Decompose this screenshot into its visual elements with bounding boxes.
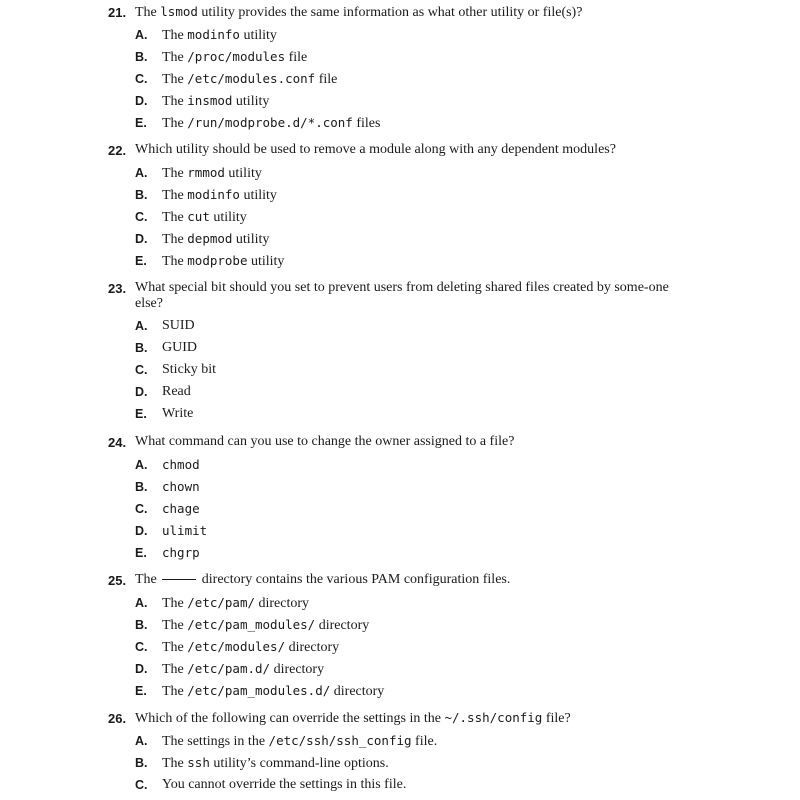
text-run: directory xyxy=(270,662,325,677)
text-run: The xyxy=(162,640,188,655)
text-run: You cannot override the settings in this file. xyxy=(162,777,407,792)
question-text xyxy=(135,142,685,158)
option-text xyxy=(162,206,247,229)
option-text xyxy=(162,658,324,681)
option-letter: A. xyxy=(135,319,148,333)
answer-options xyxy=(135,315,698,425)
question-23 xyxy=(108,280,698,425)
answer-options xyxy=(135,162,698,272)
question-25 xyxy=(108,572,698,702)
code-term: /etc/ssh/ssh_config xyxy=(268,733,412,748)
option-text xyxy=(162,498,200,521)
answer-option xyxy=(135,24,698,46)
option-letter: D. xyxy=(135,94,148,108)
option-text xyxy=(162,184,277,207)
text-run: The xyxy=(162,72,188,87)
answer-option xyxy=(135,381,698,403)
text-run: file xyxy=(285,50,308,65)
text-run: Which of the following can override the settings in the xyxy=(135,711,445,726)
option-letter: C. xyxy=(135,363,148,377)
text-run: Write xyxy=(162,406,194,421)
option-text xyxy=(162,680,384,703)
text-run: utility xyxy=(247,254,285,269)
code-term: /etc/modules.conf xyxy=(187,71,316,86)
question-22 xyxy=(108,142,698,272)
option-letter: E. xyxy=(135,254,147,268)
text-run: The settings in the xyxy=(162,734,269,749)
answer-option xyxy=(135,162,698,184)
question-stem xyxy=(108,4,698,21)
question-text xyxy=(135,280,685,312)
answer-option xyxy=(135,359,698,381)
answer-options xyxy=(135,454,698,564)
option-text xyxy=(162,112,380,135)
text-run: What special bit should you set to prevent users from deleting shared files created by some-one else? xyxy=(135,280,669,311)
text-run: utility xyxy=(239,28,277,43)
text-run: utility xyxy=(232,232,270,247)
code-term: /run/modprobe.d/*.conf xyxy=(187,115,353,130)
option-text xyxy=(162,337,197,359)
answer-option xyxy=(135,542,698,564)
question-text xyxy=(135,710,685,727)
text-run: The xyxy=(162,756,188,771)
option-letter: A. xyxy=(135,166,148,180)
question-stem xyxy=(108,572,698,589)
answer-option xyxy=(135,403,698,425)
option-letter: D. xyxy=(135,232,148,246)
answer-options xyxy=(135,592,698,702)
option-text xyxy=(162,542,200,565)
option-letter: A. xyxy=(135,28,148,42)
text-run: file? xyxy=(542,711,571,726)
answer-options xyxy=(135,24,698,134)
text-run: utility xyxy=(232,94,270,109)
code-term: modinfo xyxy=(187,187,240,202)
option-text xyxy=(162,381,191,403)
code-term: cut xyxy=(187,209,210,224)
option-letter: E. xyxy=(135,546,147,560)
answer-option xyxy=(135,592,698,614)
option-text xyxy=(162,24,277,47)
option-text xyxy=(162,250,284,273)
text-run: The xyxy=(135,572,161,587)
question-number: 23. xyxy=(108,281,127,296)
option-letter: D. xyxy=(135,385,148,399)
answer-option xyxy=(135,206,698,228)
option-letter: B. xyxy=(135,480,148,494)
option-letter: B. xyxy=(135,756,148,770)
question-stem xyxy=(108,434,698,451)
answer-option xyxy=(135,337,698,359)
question-number: 25. xyxy=(108,573,127,588)
text-run: The xyxy=(162,116,188,131)
question-number: 22. xyxy=(108,143,127,158)
option-text xyxy=(162,90,269,113)
code-term: rmmod xyxy=(187,165,225,180)
option-letter: B. xyxy=(135,188,148,202)
text-run: The xyxy=(162,166,188,181)
option-text xyxy=(162,520,207,543)
question-number: 21. xyxy=(108,5,127,20)
text-run: file xyxy=(315,72,338,87)
answer-option xyxy=(135,658,698,680)
option-text xyxy=(162,68,337,91)
answer-option xyxy=(135,454,698,476)
text-run: Read xyxy=(162,384,191,399)
option-letter: A. xyxy=(135,458,148,472)
text-run: utility xyxy=(239,188,277,203)
option-text xyxy=(162,752,389,775)
question-number: 24. xyxy=(108,435,127,450)
text-run: The xyxy=(162,28,188,43)
text-run: files xyxy=(352,116,381,131)
option-text xyxy=(162,454,200,477)
option-text xyxy=(162,614,369,637)
code-term: /etc/modules/ xyxy=(187,639,286,654)
code-term: chmod xyxy=(162,457,200,472)
answer-option xyxy=(135,46,698,68)
text-run: The xyxy=(162,94,188,109)
text-run: The xyxy=(162,596,188,611)
code-term: /etc/pam_modules/ xyxy=(187,617,316,632)
option-letter: B. xyxy=(135,341,148,355)
fill-in-blank xyxy=(162,578,196,580)
code-term: ~/.ssh/config xyxy=(444,710,543,725)
answer-option xyxy=(135,752,698,774)
option-letter: E. xyxy=(135,684,147,698)
option-letter: C. xyxy=(135,778,148,792)
text-run: directory xyxy=(285,640,340,655)
answer-option xyxy=(135,112,698,134)
text-run: GUID xyxy=(162,340,197,355)
text-run: file. xyxy=(411,734,438,749)
option-text xyxy=(162,359,216,381)
text-run: The xyxy=(162,662,188,677)
text-run: The xyxy=(162,50,188,65)
text-run: The xyxy=(135,5,161,20)
answer-option xyxy=(135,68,698,90)
code-term: depmod xyxy=(187,231,233,246)
answer-option xyxy=(135,680,698,702)
option-text xyxy=(162,403,193,425)
option-letter: E. xyxy=(135,116,147,130)
answer-option xyxy=(135,614,698,636)
option-letter: A. xyxy=(135,734,148,748)
option-letter: D. xyxy=(135,524,148,538)
option-text xyxy=(162,636,339,659)
option-letter: C. xyxy=(135,72,148,86)
answer-option xyxy=(135,184,698,206)
question-24 xyxy=(108,434,698,564)
text-run: directory xyxy=(315,618,370,633)
code-term: ulimit xyxy=(162,523,208,538)
code-term: chown xyxy=(162,479,200,494)
code-term: chgrp xyxy=(162,545,200,560)
answer-option xyxy=(135,228,698,250)
answer-option xyxy=(135,520,698,542)
text-run: Which utility should be used to remove a module along with any dependent modules? xyxy=(135,142,616,157)
code-term: modprobe xyxy=(187,253,248,268)
text-run: utility’s command-line options. xyxy=(209,756,389,771)
option-letter: C. xyxy=(135,502,148,516)
option-text xyxy=(162,592,309,615)
code-term: /etc/pam/ xyxy=(187,595,255,610)
text-run: The xyxy=(162,210,188,225)
option-text xyxy=(162,730,437,753)
text-run: utility xyxy=(209,210,247,225)
option-letter: B. xyxy=(135,50,148,64)
text-run: directory xyxy=(330,684,385,699)
text-run: SUID xyxy=(162,318,195,333)
code-term: /etc/pam_modules.d/ xyxy=(187,683,331,698)
question-text xyxy=(135,4,685,21)
answer-option xyxy=(135,730,698,752)
answer-option xyxy=(135,774,698,796)
question-text xyxy=(135,434,685,450)
question-stem xyxy=(108,280,698,312)
code-term: ssh xyxy=(187,755,210,770)
answer-option xyxy=(135,476,698,498)
option-text xyxy=(162,774,406,796)
option-text xyxy=(162,162,262,185)
answer-option xyxy=(135,90,698,112)
code-term: /proc/modules xyxy=(187,49,286,64)
text-run: The xyxy=(162,618,188,633)
question-stem xyxy=(108,710,698,727)
option-text xyxy=(162,315,195,337)
option-letter: A. xyxy=(135,596,148,610)
answer-option xyxy=(135,250,698,272)
option-letter: C. xyxy=(135,640,148,654)
text-run: directory xyxy=(255,596,310,611)
text-run: Sticky bit xyxy=(162,362,217,377)
code-term: insmod xyxy=(187,93,233,108)
code-term: modinfo xyxy=(187,27,240,42)
question-number: 26. xyxy=(108,711,127,726)
option-letter: B. xyxy=(135,618,148,632)
text-run: utility xyxy=(224,166,262,181)
answer-option xyxy=(135,636,698,658)
text-run: directory contains the various PAM configuration files. xyxy=(198,572,511,587)
option-letter: D. xyxy=(135,662,148,676)
question-text xyxy=(135,572,685,588)
option-text xyxy=(162,228,269,251)
option-letter: E. xyxy=(135,407,147,421)
code-term: /etc/pam.d/ xyxy=(187,661,271,676)
code-term: lsmod xyxy=(160,4,198,19)
text-run: The xyxy=(162,254,188,269)
answer-option xyxy=(135,315,698,337)
code-term: chage xyxy=(162,501,200,516)
text-run: utility provides the same information as what other utility or file(s)? xyxy=(197,5,583,20)
answer-option xyxy=(135,498,698,520)
text-run: What command can you use to change the owner assigned to a file? xyxy=(135,434,515,449)
question-stem xyxy=(108,142,698,159)
question-21 xyxy=(108,4,698,134)
answer-options xyxy=(135,730,698,796)
text-run: The xyxy=(162,232,188,247)
text-run: The xyxy=(162,684,188,699)
text-run: The xyxy=(162,188,188,203)
option-text xyxy=(162,476,200,499)
option-text xyxy=(162,46,307,69)
option-letter: C. xyxy=(135,210,148,224)
question-26 xyxy=(108,710,698,796)
